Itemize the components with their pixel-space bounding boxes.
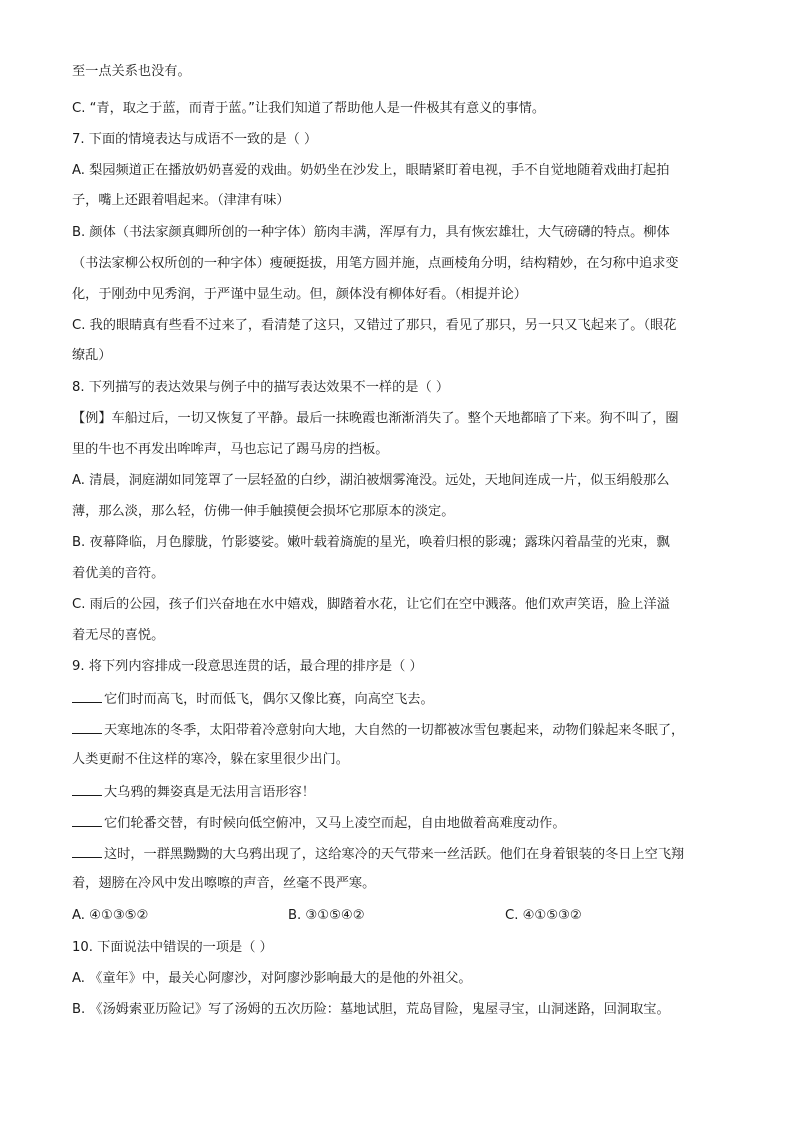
q8-option-b-cont: 着优美的音符。 — [72, 566, 165, 581]
option-c-line: C. “青，取之于蓝，而青于蓝。”让我们知道了帮助他人是一件极其有意义的事情。 — [72, 101, 546, 116]
q7-option-c: C. 我的眼睛真有些看不过来了，看清楚了这只，又错过了那只，看见了那只，另一只又飞起来了。（眼花 — [72, 318, 677, 333]
q7-option-a-cont: 子，嘴上还跟着唱起来。（津津有味） — [72, 193, 290, 208]
q8-example-cont: 里的牛也不再发出哞哞声，马也忘记了踢马房的挡板。 — [72, 442, 389, 457]
q9-sentence: 天寒地冻的冬季，太阳带着冷意射向大地，大自然的一切都被冰雪包裹起来，动物们躲起来冬眠了， — [72, 719, 732, 741]
q9-option-c: C. ④①⑤③② — [505, 908, 582, 923]
answer-blank[interactable] — [72, 719, 102, 734]
q9-sentence: 大乌鸦的舞姿真是无法用言语形容！ — [72, 781, 732, 803]
q8-option-b: B. 夜幕降临，月色朦胧，竹影婆娑。嫩叶载着旖旎的星光，唤着归根的影魂；露珠闪着晶莹的光束，飘 — [72, 535, 670, 550]
q10-option-b: B. 《汤姆索亚历险记》写了汤姆的五次历险：墓地试胆，荒岛冒险，鬼屋寻宝，山洞迷路，回洞取宝。 — [72, 1002, 670, 1017]
answer-blank[interactable] — [72, 812, 102, 827]
q8-option-c: C. 雨后的公园，孩子们兴奋地在水中嬉戏，脚踏着水花，让它们在空中溅落。他们欢声笑语，脸上洋溢 — [72, 597, 670, 612]
q8-option-a: A. 清晨，洞庭湖如同笼罩了一层轻盈的白纱，湖泊被烟雾淹没。远处，天地间连成一片，似玉绢般那么 — [72, 473, 670, 488]
question-7-stem: 7. 下面的情境表达与成语不一致的是（ ） — [72, 132, 318, 147]
q9-sentence: 它们轮番交替，有时候向低空俯冲，又马上凌空而起，自由地做着高难度动作。 — [72, 812, 732, 834]
q9-sentence-cont: 人类更耐不住这样的寒冷，躲在家里很少出门。 — [72, 752, 349, 767]
text-line: 至一点关系也没有。 — [72, 64, 191, 79]
q7-option-b: B. 颜体（书法家颜真卿所创的一种字体）筋肉丰满，浑厚有力，具有恢宏雄壮，大气磅礴的特点。柳体 — [72, 225, 670, 240]
q9-sentence-cont: 着，翅膀在冷风中发出嚓嚓的声音，丝毫不畏严寒。 — [72, 876, 376, 891]
q8-example: 【例】车船过后，一切又恢复了平静。最后一抹晚霞也渐渐消失了。整个天地都暗了下来。狗不叫了，圈 — [72, 411, 679, 426]
q9-option-a: A. ④①③⑤② — [72, 908, 149, 923]
q8-option-a-cont: 薄，那么淡，那么轻，仿佛一伸手触摸便会损坏它那原本的淡定。 — [72, 504, 455, 519]
question-9-stem: 9. 将下列内容排成一段意思连贯的话，最合理的排序是（ ） — [72, 659, 423, 674]
q8-option-c-cont: 着无尽的喜悦。 — [72, 628, 165, 643]
answer-blank[interactable] — [72, 688, 102, 703]
q9-sentence: 它们时而高飞，时而低飞，偶尔又像比赛，向高空飞去。 — [72, 688, 732, 710]
q7-option-b-cont: 化，于刚劲中见秀润，于严谨中显生动。但，颜体没有柳体好看。（相提并论） — [72, 287, 527, 302]
q7-option-b-cont: （书法家柳公权所创的一种字体）瘦硬挺拔，用笔方圆并施，点画棱角分明，结构精妙，在匀称中追求变 — [72, 256, 679, 271]
answer-blank[interactable] — [72, 843, 102, 858]
q9-option-b: B. ③①⑤④② — [288, 908, 365, 923]
q7-option-c-cont: 缭乱） — [72, 348, 112, 363]
answer-blank[interactable] — [72, 781, 102, 796]
q9-sentence: 这时，一群黑黝黝的大乌鸦出现了，这给寒冷的天气带来一丝活跃。他们在身着银装的冬日上空飞翔 — [72, 843, 732, 865]
question-8-stem: 8. 下列描写的表达效果与例子中的描写表达效果不一样的是（ ） — [72, 380, 450, 395]
q10-option-a: A. 《童年》中，最关心阿廖沙，对阿廖沙影响最大的是他的外祖父。 — [72, 971, 472, 986]
question-10-stem: 10. 下面说法中错误的一项是（ ） — [72, 940, 273, 955]
q7-option-a: A. 梨园频道正在播放奶奶喜爱的戏曲。奶奶坐在沙发上，眼睛紧盯着电视，手不自觉地随着戏曲打起拍 — [72, 163, 670, 178]
